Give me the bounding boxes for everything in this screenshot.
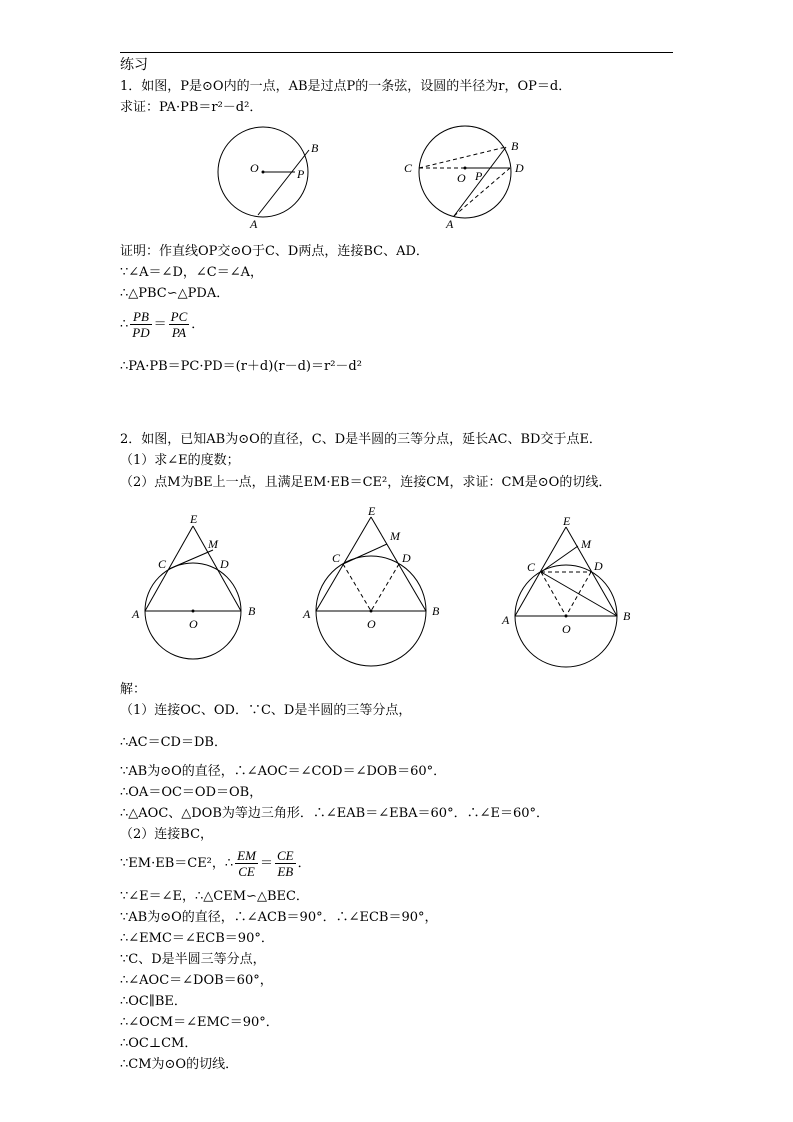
p2-sol-3: ∵AB为⊙O的直径，∴∠AOC＝∠COD＝∠DOB＝60°．: [120, 764, 447, 779]
p2-f1-label-o: O: [189, 617, 198, 631]
p2-f1-center-dot: [192, 610, 195, 613]
p2-sol-16: ∴CM为⊙O的切线．: [120, 1057, 239, 1072]
p1-statement-a: 1．如图，P是⊙O内的一点，AB是过点P的一条弦，设圆的半径为r，OP＝d．: [120, 79, 572, 94]
p2-f3-line-cm: [541, 546, 578, 572]
p2-f3-line-cb: [541, 572, 617, 616]
p2-fraction-ce-eb: [275, 848, 296, 879]
p1-figure-2: [404, 126, 524, 231]
p2-f2-label-m: M: [390, 529, 400, 543]
p1-proof-4-prefix: ∴: [120, 317, 129, 332]
p2-sol-1: （1）连接OC、OD．∵C、D是半圆的三等分点，: [120, 703, 412, 718]
p2-f3-label-d: D: [594, 559, 603, 573]
p2-f3-label-e: E: [563, 514, 571, 528]
p2-f1-label-m: M: [208, 537, 218, 551]
p1-f2-label-o: O: [457, 171, 466, 185]
p2-frac2-den: EB: [277, 864, 294, 879]
p2-f3-label-a: A: [502, 613, 510, 627]
p1-f2-label-p: P: [475, 169, 483, 183]
p1-f2-label-a: A: [446, 217, 454, 231]
p1-f1-label-b: B: [311, 141, 319, 155]
p1-f1-chord-ab: [258, 150, 309, 215]
p1-fraction-pb-pd: [130, 309, 151, 340]
p2-fraction-em-ce: [235, 848, 258, 879]
p1-frac1-den: PD: [132, 325, 150, 340]
p1-proof-5: ∴PA·PB＝PC·PD＝(r＋d)(r－d)＝r²－d²: [120, 359, 362, 374]
p2-statement-c: （2）点M为BE上一点，且满足EM·EB＝CE²，连接CM，求证：CM是⊙O的切线．: [120, 475, 612, 490]
p2-sol-4: ∴OA＝OC＝OD＝OB，: [120, 785, 263, 800]
p2-figure-2: [302, 504, 440, 666]
p2-f1-label-d: D: [220, 557, 229, 571]
p2-f3-label-m: M: [581, 537, 591, 551]
p2-sol-7-prefix: ∵EM·EB＝CE²，∴: [120, 856, 234, 871]
p1-fraction-pc-pa: [169, 309, 190, 340]
p2-sol-14: ∴∠OCM＝∠EMC＝90°．: [120, 1015, 279, 1030]
p1-f2-label-d: D: [515, 161, 524, 175]
p1-statement-b: 求证：PA·PB＝r²－d²．: [120, 100, 263, 115]
p2-sol-15: ∴OC⊥CM．: [120, 1036, 198, 1051]
p1-frac2-den: PA: [171, 325, 187, 340]
p2-f3-label-b: B: [623, 609, 631, 623]
p1-f1-label-o: O: [250, 161, 259, 175]
p1-proof-4-end: ．: [191, 317, 205, 332]
p2-sol-9: ∵AB为⊙O的直径，∴∠ACB＝90°．∴∠ECB＝90°，: [120, 910, 438, 925]
p1-frac1-num: PB: [130, 309, 151, 325]
p2-frac1-den: CE: [238, 864, 255, 879]
p2-sol-0: 解：: [120, 682, 147, 697]
p1-f2-label-c: C: [404, 161, 413, 175]
p1-figure-1: [218, 127, 319, 231]
p2-f2-label-c: C: [332, 551, 341, 565]
p1-f2-center-dot: [464, 167, 467, 170]
p1-proof-2: ∵∠A＝∠D，∠C＝∠A，: [120, 265, 263, 280]
p2-f1-label-b: B: [248, 604, 256, 618]
p2-sol-8: ∵∠E＝∠E，∴△CEM∽△BEC．: [120, 889, 309, 904]
p1-proof-3: ∴△PBC∽△PDA．: [120, 286, 230, 301]
p1-figures: [0, 0, 793, 240]
p2-statement-b: （1）求∠E的度数；: [120, 453, 240, 468]
p1-proof-4: [120, 308, 204, 342]
p2-f3-label-o: O: [562, 622, 571, 636]
p2-sol-10: ∴∠EMC＝∠ECB＝90°．: [120, 931, 274, 946]
p2-f1-label-e: E: [190, 512, 198, 526]
p2-f2-center-dot: [370, 610, 373, 613]
p2-sol-11: ∵C、D是半圆三等分点，: [120, 952, 266, 967]
p2-sol-6: （2）连接BC，: [120, 827, 214, 842]
p2-frac1-num: EM: [237, 848, 256, 863]
p2-figure-1: [131, 512, 256, 659]
p2-sol-7-eq: ＝: [259, 856, 273, 871]
p1-f2-label-b: B: [511, 139, 519, 153]
p2-f3-center-dot: [565, 615, 568, 618]
p2-f3-label-c: C: [527, 560, 536, 574]
p2-f3-segment-oc: [541, 572, 566, 616]
p2-frac2-num: CE: [276, 848, 294, 863]
p1-f1-center-dot: [262, 171, 265, 174]
p2-f2-label-e: E: [368, 504, 376, 518]
p2-sol-13: ∴OC∥BE．: [120, 994, 187, 1009]
p1-f1-label-p: P: [297, 167, 305, 181]
p2-f2-label-o: O: [367, 617, 376, 631]
p1-proof-1: 证明：作直线OP交⊙O于C、D两点，连接BC、AD．: [120, 244, 429, 259]
p1-frac2-num: PC: [170, 309, 188, 324]
p2-f2-label-a: A: [303, 607, 311, 621]
p1-f1-label-a: A: [250, 217, 258, 231]
p2-sol-7: [120, 847, 311, 881]
p2-figures: [0, 500, 793, 675]
p2-sol-7-end: ．: [297, 856, 311, 871]
section-title: 练习: [120, 57, 148, 73]
p2-f2-label-b: B: [432, 604, 440, 618]
p2-f1-line-cm: [169, 550, 213, 569]
p2-figure-3: [501, 514, 631, 667]
p2-statement-a: 2．如图，已知AB为⊙O的直径，C、D是半圆的三等分点，延长AC、BD交于点E．: [120, 432, 602, 447]
p2-f2-label-d: D: [402, 551, 411, 565]
p2-f1-label-a: A: [132, 607, 140, 621]
p2-f2-segment-oc: [343, 564, 371, 611]
p2-sol-2: ∴AC＝CD＝DB．: [120, 735, 227, 750]
p2-f2-segment-od: [371, 564, 399, 611]
p2-sol-5: ∴△AOC、△DOB为等边三角形．∴∠EAB＝∠EBA＝60°．∴∠E＝60°．: [120, 806, 550, 821]
p2-f1-label-c: C: [158, 557, 167, 571]
p1-proof-4-eq: ＝: [153, 317, 167, 332]
p2-sol-12: ∴∠AOC＝∠DOB＝60°，: [120, 973, 273, 988]
